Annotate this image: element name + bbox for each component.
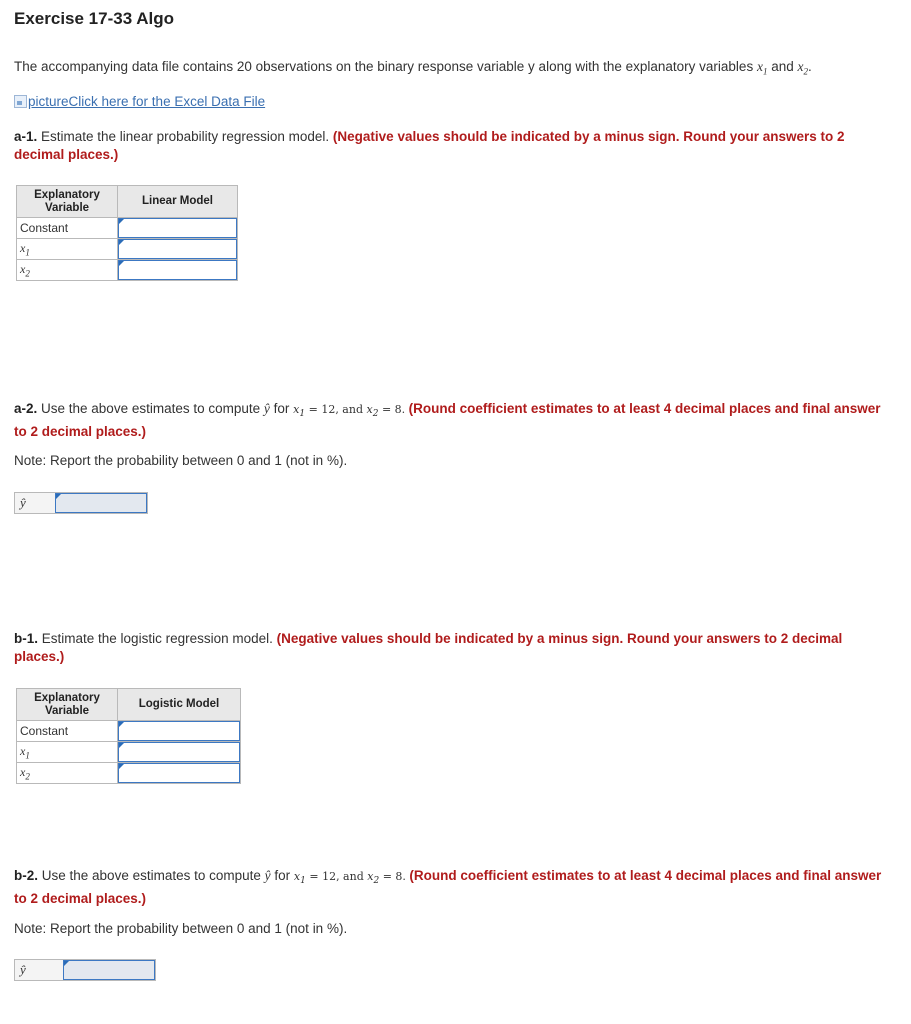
a2-x2-value: = 8. — [378, 403, 409, 416]
a2-answer-row — [14, 492, 148, 514]
excel-data-link[interactable] — [14, 94, 265, 109]
linear-model-table — [16, 185, 238, 281]
logistic-x1-input[interactable] — [118, 742, 240, 762]
table-header-linear: Linear Model — [118, 186, 238, 218]
b2-yhat-input[interactable] — [63, 960, 155, 980]
table-header-logistic: Logistic Model — [118, 689, 241, 721]
b1-text: Estimate the logistic regression model. — [38, 631, 277, 646]
b1-instruction: (Negative values should be indicated by a minus sign. Round your answers to 2 decimal places.) — [14, 631, 843, 664]
excel-link-label: Click here for the Excel Data File — [68, 94, 266, 109]
logistic-model-table — [16, 688, 241, 784]
a2-question — [14, 400, 894, 441]
row-label-x1: $x_1$ — [17, 239, 118, 260]
a2-yhat-input[interactable] — [55, 493, 147, 513]
b2-x1-value: = 12, and — [305, 870, 368, 883]
picture-icon — [14, 95, 27, 108]
x1-symbol: $x_1$ — [293, 403, 306, 420]
a2-x1-value: = 12, and — [305, 403, 367, 416]
b2-x2-value: = 8. — [379, 870, 410, 883]
b1-label: b-1. — [14, 631, 39, 646]
a2-note: Note: Report the probability between 0 and 1 (not in %). — [14, 453, 348, 468]
table-row — [17, 239, 238, 260]
b2-for: for — [270, 868, 294, 883]
row-label-constant: Constant — [17, 218, 118, 239]
linear-x2-input[interactable] — [118, 260, 237, 280]
intro-text: The accompanying data file contains 20 observations on the binary response variable y along with the explanatory variables — [14, 59, 757, 74]
x1-symbol: $x_1$ — [293, 870, 306, 887]
b2-answer-row — [14, 959, 156, 981]
b2-note: Note: Report the probability between 0 and 1 (not in %). — [14, 921, 348, 936]
table-row — [17, 721, 241, 742]
a1-instruction: (Negative values should be indicated by a minus sign. Round your answers to 2 decimal places.) — [14, 129, 845, 162]
a1-question — [14, 128, 894, 164]
page-title: Exercise 17-33 Algo — [14, 9, 175, 28]
a2-label: a-2. — [14, 401, 38, 416]
x2-symbol: $x_2$ — [367, 870, 380, 887]
row-label-x1: $x_1$ — [17, 742, 118, 763]
table-header-variable: Explanatory Variable — [17, 689, 118, 721]
b2-label: b-2. — [14, 868, 39, 883]
picture-alt-text: picture — [28, 94, 69, 109]
intro-paragraph — [14, 58, 894, 81]
intro-end: . — [807, 59, 812, 74]
a2-for: for — [269, 401, 294, 416]
row-label-constant: Constant — [17, 721, 118, 742]
b2-instruction: (Round coefficient estimates to at least 4 decimal places and final answer to 2 decimal places.) — [14, 868, 882, 907]
a1-text: Estimate the linear probability regression model. — [37, 129, 333, 144]
b1-question — [14, 630, 894, 666]
yhat-label: ŷ — [20, 962, 26, 977]
table-row — [17, 763, 241, 784]
table-row — [17, 260, 238, 281]
row-label-x2: $x_2$ — [17, 260, 118, 281]
x1-symbol: $x_1$ — [756, 59, 768, 77]
a1-label: a-1. — [14, 129, 38, 144]
yhat-label: ŷ — [20, 495, 26, 510]
row-label-x2: $x_2$ — [17, 763, 118, 784]
x2-symbol: $x_2$ — [366, 403, 379, 420]
yhat-symbol: ŷ — [264, 868, 271, 883]
intro-and: and — [767, 59, 798, 74]
logistic-constant-input[interactable] — [118, 721, 240, 741]
b2-question — [14, 867, 894, 908]
table-row — [17, 218, 238, 239]
b2-text: Use the above estimates to compute — [38, 868, 265, 883]
linear-x1-input[interactable] — [118, 239, 237, 259]
x2-symbol: $x_2$ — [797, 59, 808, 77]
table-row — [17, 742, 241, 763]
logistic-x2-input[interactable] — [118, 763, 240, 783]
yhat-symbol: ŷ — [263, 401, 270, 416]
a2-text: Use the above estimates to compute — [37, 401, 264, 416]
table-header-variable: Explanatory Variable — [17, 186, 118, 218]
linear-constant-input[interactable] — [118, 218, 237, 238]
a2-instruction: (Round coefficient estimates to at least 4 decimal places and final answer to 2 decimal places.) — [14, 401, 881, 440]
